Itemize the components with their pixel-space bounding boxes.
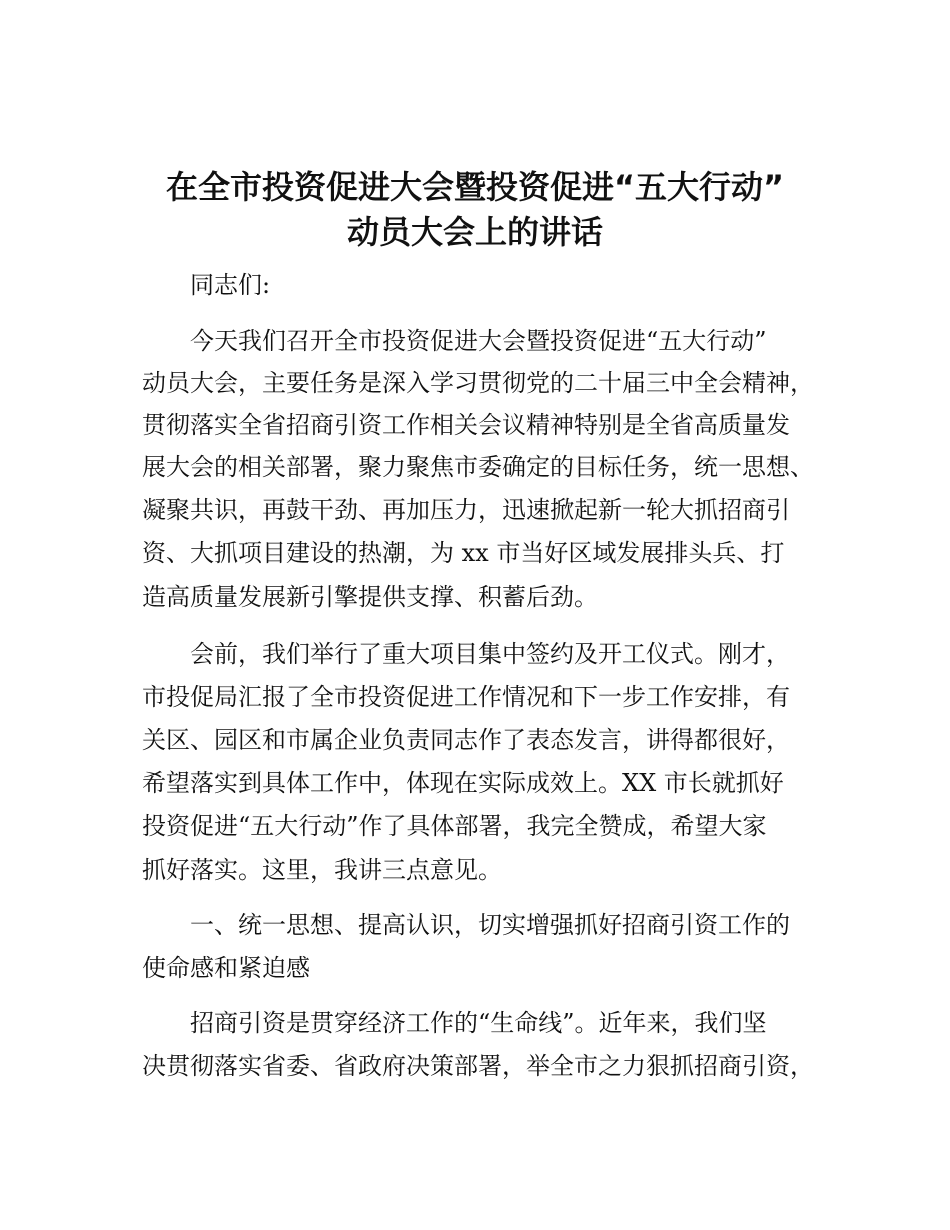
paragraph-2-line-2: 市投促局汇报了全市投资促进工作情况和下一步工作安排，有 bbox=[142, 683, 790, 711]
paragraph-2-line-4: 希望落实到具体工作中，体现在实际成效上。XX 市长就抓好 bbox=[142, 769, 784, 797]
paragraph-3-line-2: 决贯彻落实省委、省政府决策部署，举全市之力狠抓招商引资， bbox=[142, 1052, 814, 1080]
document-title-line-1: 在全市投资促进大会暨投资促进“五大行动” bbox=[165, 168, 785, 206]
greeting: 同志们: bbox=[190, 271, 271, 299]
paragraph-1-line-3: 贯彻落实全省招商引资工作相关会议精神特别是全省高质量发 bbox=[142, 411, 790, 439]
document-title-line-2: 动员大会上的讲话 bbox=[346, 213, 603, 251]
paragraph-1-line-6: 资、大抓项目建设的热潮，为 xx 市当好区域发展排头兵、打 bbox=[142, 539, 785, 567]
paragraph-1-line-2: 动员大会，主要任务是深入学习贯彻党的二十届三中全会精神， bbox=[142, 369, 814, 397]
paragraph-1-line-7: 造高质量发展新引擎提供支撑、积蓄后劲。 bbox=[142, 583, 598, 611]
paragraph-2-line-1: 会前，我们举行了重大项目集中签约及开工仪式。刚才， bbox=[190, 640, 790, 668]
paragraph-2-line-3: 关区、园区和市属企业负责同志作了表态发言，讲得都很好， bbox=[142, 726, 790, 754]
paragraph-1-line-5: 凝聚共识，再鼓干劲、再加压力，迅速掀起新一轮大抓招商引 bbox=[142, 496, 790, 524]
section-heading-1-line-1: 一、统一思想、提高认识，切实增强抓好招商引资工作的 bbox=[190, 911, 790, 939]
section-heading-1-line-2: 使命感和紧迫感 bbox=[142, 954, 310, 982]
paragraph-2-line-5: 投资促进“五大行动”作了具体部署，我完全赞成，希望大家 bbox=[142, 812, 767, 840]
paragraph-3-line-1: 招商引资是贯穿经济工作的“生命线”。近年来，我们坚 bbox=[190, 1009, 767, 1037]
paragraph-2-line-6: 抓好落实。这里，我讲三点意见。 bbox=[142, 856, 502, 884]
paragraph-1-line-4: 展大会的相关部署，聚力聚焦市委确定的目标任务，统一思想、 bbox=[142, 453, 814, 481]
paragraph-1-line-1: 今天我们召开全市投资促进大会暨投资促进“五大行动” bbox=[190, 327, 767, 355]
